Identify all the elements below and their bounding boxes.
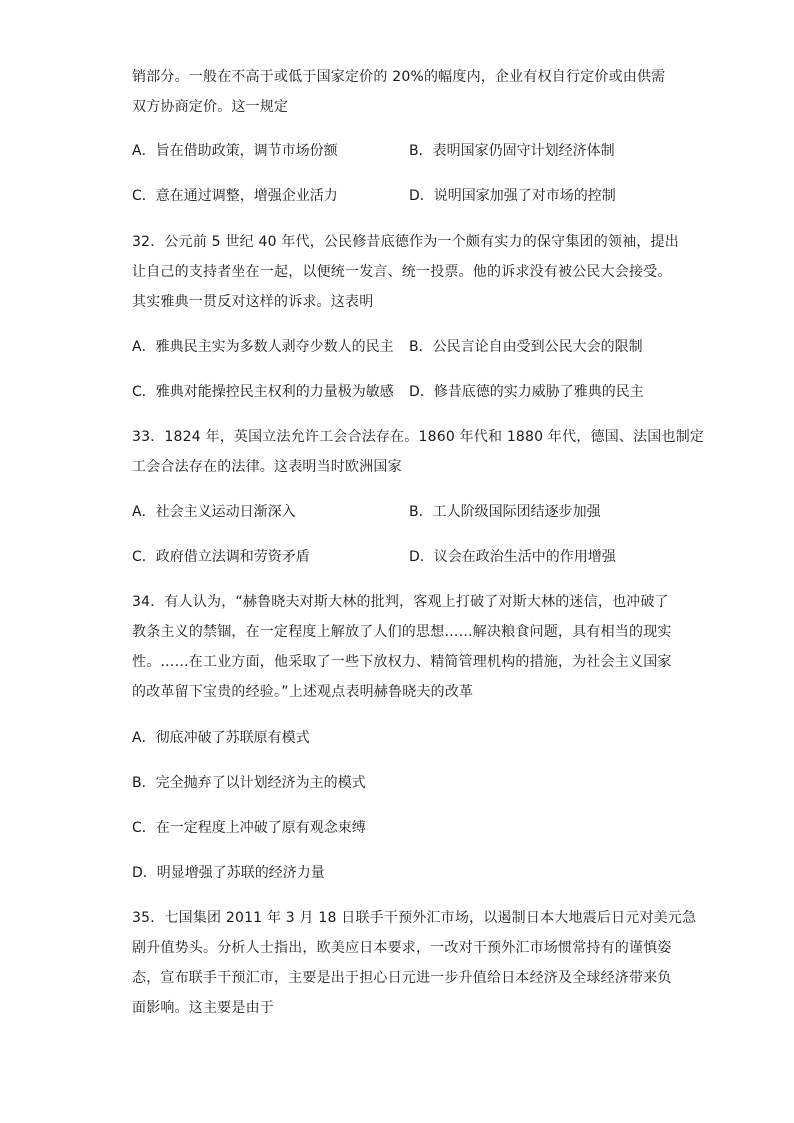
q35-text-line-2: 剧升值势头。分析人士指出，欧美应日本要求，一改对干预外汇市场惯常持有的谨慎姿: [132, 940, 672, 956]
q34-option-c[interactable]: C．在一定程度上冲破了原有观念束缚: [132, 820, 366, 836]
q32-text-line-1: 32．公元前 5 世纪 40 年代，公民修昔底德作为一个颇有实力的保守集团的领袖，提出: [132, 234, 679, 250]
q34-text-line-3: 性。……在工业方面，他采取了一些下放权力、精简管理机构的措施，为社会主义国家: [132, 654, 672, 670]
q32-text-line-3: 其实雅典一贯反对这样的诉求。这表明: [132, 294, 374, 310]
q33-text-line-1: 33．1824 年，英国立法允许工会合法存在。1860 年代和 1880 年代，德国、法国也制定: [132, 429, 705, 445]
q35-text-line-3: 态，宣布联手干预汇市，主要是出于担心日元进一步升值给日本经济及全球经济带来负: [132, 970, 672, 986]
q32-option-c[interactable]: C．雅典对能操控民主权利的力量极为敏感: [132, 384, 394, 400]
q33-option-b[interactable]: B．工人阶级国际团结逐步加强: [409, 504, 601, 520]
q34-text-line-4: 的改革留下宝贵的经验。”上述观点表明赫鲁晓夫的改革: [132, 684, 474, 700]
q35-text-line-4: 面影响。这主要是由于: [132, 1000, 274, 1016]
q31-text-line-2: 双方协商定价。这一规定: [132, 99, 289, 115]
q34-text-line-2: 教条主义的禁锢，在一定程度上解放了人们的思想……解决粮食问题，具有相当的现实: [132, 624, 672, 640]
q32-option-a[interactable]: A．雅典民主实为多数人剥夺少数人的民主: [132, 339, 394, 355]
q31-option-b[interactable]: B．表明国家仍固守计划经济体制: [409, 143, 615, 159]
q33-text-line-2: 工会合法存在的法律。这表明当时欧洲国家: [132, 459, 402, 475]
q31-option-c[interactable]: C．意在通过调整，增强企业活力: [132, 188, 338, 204]
q33-option-a[interactable]: A．社会主义运动日渐深入: [132, 504, 296, 520]
q32-option-d[interactable]: D．修昔底德的实力威胁了雅典的民主: [409, 384, 644, 400]
q31-option-a[interactable]: A．旨在借助政策，调节市场份额: [132, 143, 338, 159]
q33-option-d[interactable]: D．议会在政治生活中的作用增强: [409, 549, 616, 565]
q32-text-line-2: 让自己的支持者坐在一起，以便统一发言、统一投票。他的诉求没有被公民大会接受。: [132, 264, 672, 280]
q35-text-line-1: 35．七国集团 2011 年 3 月 18 日联手干预外汇市场，以遏制日本大地震后日元对美元急: [132, 910, 697, 926]
q32-option-b[interactable]: B．公民言论自由受到公民大会的限制: [409, 339, 643, 355]
q34-option-a[interactable]: A．彻底冲破了苏联原有模式: [132, 730, 310, 746]
q34-option-d[interactable]: D．明显增强了苏联的经济力量: [132, 865, 325, 881]
q31-option-d[interactable]: D．说明国家加强了对市场的控制: [409, 188, 616, 204]
q33-option-c[interactable]: C．政府借立法调和劳资矛盾: [132, 549, 310, 565]
q31-text-line-1: 销部分。一般在不高于或低于国家定价的 20%的幅度内，企业有权自行定价或由供需: [132, 69, 666, 85]
q34-text-line-1: 34．有人认为，“赫鲁晓夫对斯大林的批判，客观上打破了对斯大林的迷信，也冲破了: [132, 594, 669, 610]
q34-option-b[interactable]: B．完全抛弃了以计划经济为主的模式: [132, 775, 366, 791]
